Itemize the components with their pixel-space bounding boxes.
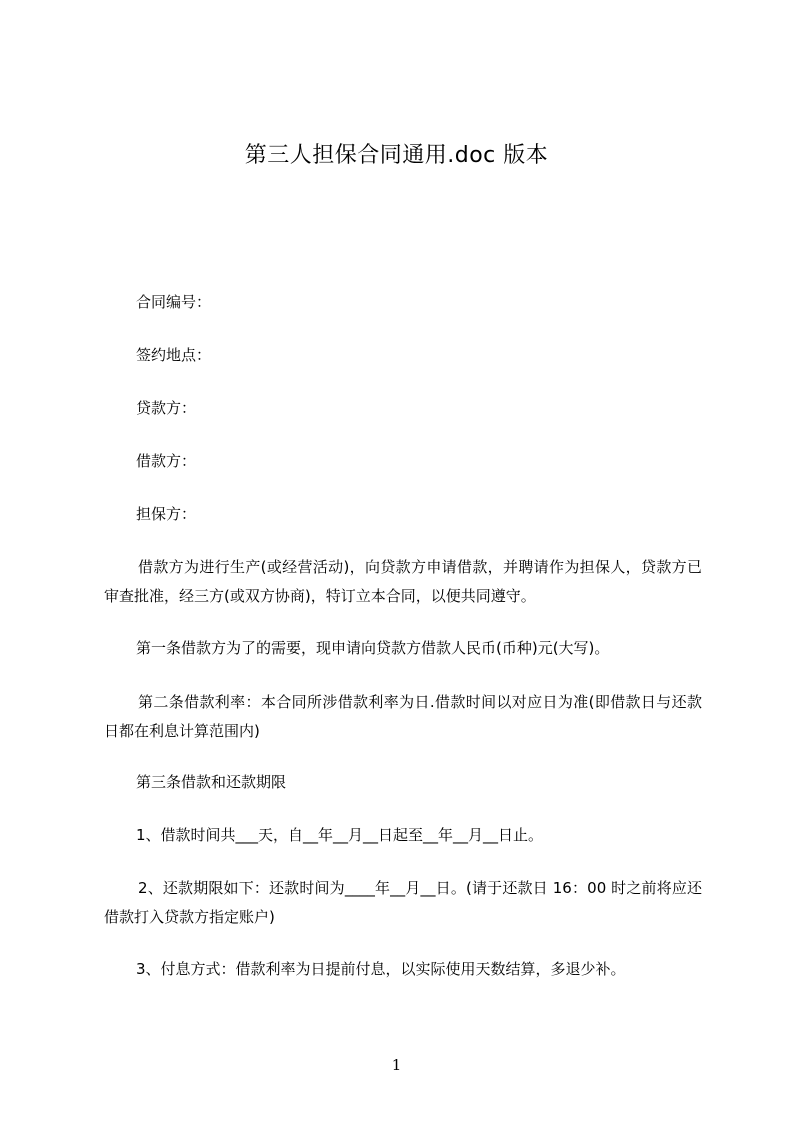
intro-paragraph: [104, 553, 702, 611]
contract-number-label: 合同编号：: [136, 293, 212, 311]
guarantor-label: 担保方：: [136, 505, 197, 523]
article-3-item-1: 1、借款时间共___天，自__年__月__日起至__年__月__日止。: [136, 826, 544, 844]
article-3-heading: 第三条借款和还款期限: [136, 773, 287, 791]
lender-label: 贷款方：: [136, 399, 197, 417]
article-1: 第一条借款方为了的需要，现申请向贷款方借款人民币(币种)元(大写)。: [136, 639, 610, 657]
intro-paragraph-text: 借款方为进行生产(或经营活动)，向贷款方申请借款，并聘请作为担保人，贷款方已审查批准，经三方(或双方协商)，特订立本合同，以便共同遵守。: [104, 558, 702, 605]
article-2-paragraph: [104, 688, 702, 746]
article-2-text: 第二条借款利率：本合同所涉借款利率为日.借款时间以对应日为准(即借款日与还款日都在利息计算范围内): [104, 693, 702, 740]
borrower-label: 借款方：: [136, 452, 197, 470]
article-3-item-2-paragraph: [104, 874, 702, 932]
signing-place-label: 签约地点：: [136, 346, 212, 364]
document-title: 第三人担保合同通用.doc 版本: [244, 143, 549, 168]
page-number: 1: [391, 1056, 402, 1074]
article-3-item-2-text: 2、还款期限如下：还款时间为____年__月__日。(请于还款日 16：00 时之前将应还借款打入贷款方指定账户): [104, 879, 702, 926]
article-3-item-3: 3、付息方式：借款利率为日提前付息，以实际使用天数结算，多退少补。: [136, 960, 626, 978]
